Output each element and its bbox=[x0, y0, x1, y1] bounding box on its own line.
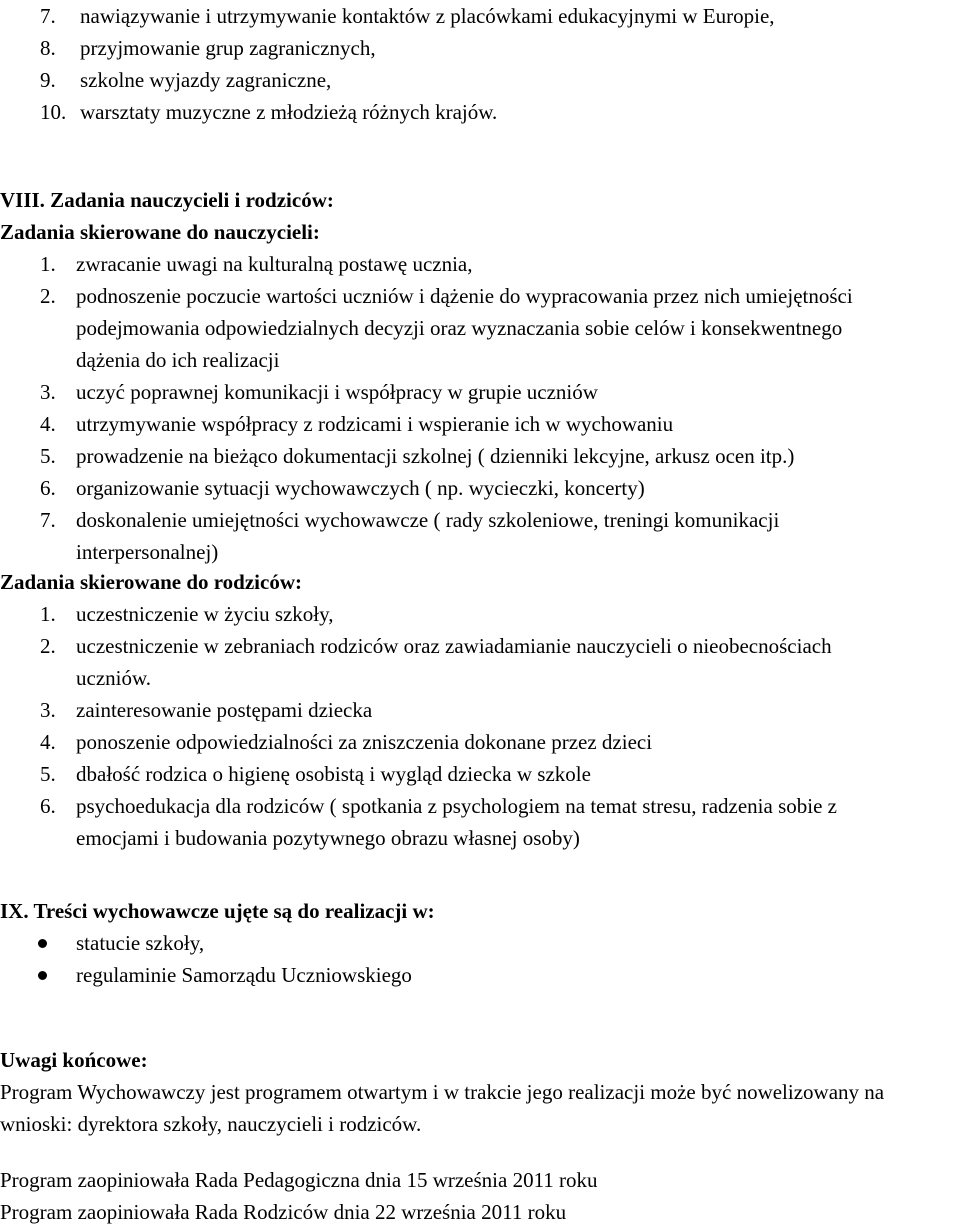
list-text: przyjmowanie grup zagranicznych, bbox=[80, 36, 376, 60]
list-item bbox=[0, 790, 900, 854]
list-item bbox=[0, 726, 900, 758]
list-number: 10. bbox=[40, 100, 67, 124]
list-text: statucie szkoły, bbox=[76, 931, 205, 955]
list-text: prowadzenie na bieżąco dokumentacji szkolnej ( dzienniki lekcyjne, arkusz ocen itp.) bbox=[76, 444, 795, 468]
intro-list bbox=[0, 0, 960, 128]
list-number: 1. bbox=[40, 252, 56, 276]
list-number: 7. bbox=[40, 508, 56, 532]
list-item bbox=[0, 376, 900, 408]
approval-pedagogical-council: Program zaopiniowała Rada Pedagogiczna dnia 15 września 2011 roku bbox=[0, 1168, 598, 1192]
approval-parents-council: Program zaopiniowała Rada Rodziców dnia 22 września 2011 roku bbox=[0, 1200, 567, 1224]
list-text: uczestniczenie w zebraniach rodziców oraz zawiadamianie nauczycieli o nieobecnościach uczniów. bbox=[76, 634, 832, 690]
parents-list bbox=[0, 598, 900, 854]
list-item bbox=[0, 504, 900, 568]
list-number: 8. bbox=[40, 36, 56, 60]
list-number: 1. bbox=[40, 602, 56, 626]
teachers-heading: Zadania skierowane do nauczycieli: bbox=[0, 220, 320, 244]
list-text: warsztaty muzyczne z młodzieżą różnych krajów. bbox=[80, 100, 498, 124]
list-number: 6. bbox=[40, 476, 56, 500]
list-item bbox=[0, 408, 900, 440]
closing-paragraph: Program Wychowawczy jest programem otwartym i w trakcie jego realizacji może być nowelizowany na wnioski: dyrektora szkoły, nauczycieli i rodziców. bbox=[0, 1080, 885, 1136]
list-item bbox=[0, 959, 960, 991]
list-item bbox=[0, 694, 900, 726]
list-number: 4. bbox=[40, 730, 56, 754]
list-number: 2. bbox=[40, 284, 56, 308]
list-text: szkolne wyjazdy zagraniczne, bbox=[80, 68, 332, 92]
list-text: zainteresowanie postępami dziecka bbox=[76, 698, 373, 722]
list-text: organizowanie sytuacji wychowawczych ( np. wycieczki, koncerty) bbox=[76, 476, 645, 500]
list-text: ponoszenie odpowiedzialności za zniszczenia dokonane przez dzieci bbox=[76, 730, 653, 754]
list-item bbox=[0, 0, 960, 32]
teachers-list bbox=[0, 248, 900, 568]
list-item bbox=[0, 280, 900, 376]
section-viii-title: VIII. Zadania nauczycieli i rodziców: bbox=[0, 188, 334, 212]
list-item bbox=[0, 927, 960, 959]
list-number: 5. bbox=[40, 762, 56, 786]
list-number: 9. bbox=[40, 68, 56, 92]
list-item bbox=[0, 32, 960, 64]
list-number: 4. bbox=[40, 412, 56, 436]
list-text: doskonalenie umiejętności wychowawcze ( rady szkoleniowe, treningi komunikacji interpersonalnej) bbox=[76, 508, 780, 564]
list-number: 6. bbox=[40, 794, 56, 818]
bullet-icon bbox=[38, 971, 47, 980]
list-text: uczestniczenie w życiu szkoły, bbox=[76, 602, 334, 626]
list-item bbox=[0, 598, 900, 630]
section-viii bbox=[0, 184, 960, 568]
list-number: 5. bbox=[40, 444, 56, 468]
parents-section bbox=[0, 566, 960, 854]
section-ix-bullets bbox=[0, 927, 960, 991]
closing-heading: Uwagi końcowe: bbox=[0, 1048, 148, 1072]
list-text: utrzymywanie współpracy z rodzicami i wspieranie ich w wychowaniu bbox=[76, 412, 674, 436]
list-item bbox=[0, 758, 900, 790]
list-text: psychoedukacja dla rodziców ( spotkania z psychologiem na temat stresu, radzenia sobie z emocjami i budowania pozytywnego obrazu własnej osoby) bbox=[76, 794, 837, 850]
list-text: uczyć poprawnej komunikacji i współpracy w grupie uczniów bbox=[76, 380, 598, 404]
section-ix bbox=[0, 895, 960, 991]
list-item bbox=[0, 440, 900, 472]
list-text: zwracanie uwagi na kulturalną postawę ucznia, bbox=[76, 252, 473, 276]
list-number: 3. bbox=[40, 380, 56, 404]
list-item bbox=[0, 248, 900, 280]
list-number: 7. bbox=[40, 4, 56, 28]
list-text: regulaminie Samorządu Uczniowskiego bbox=[76, 963, 412, 987]
list-text: dbałość rodzica o higienę osobistą i wygląd dziecka w szkole bbox=[76, 762, 591, 786]
list-number: 3. bbox=[40, 698, 56, 722]
section-ix-title: IX. Treści wychowawcze ujęte są do realizacji w: bbox=[0, 899, 435, 923]
list-item bbox=[0, 472, 900, 504]
approvals bbox=[0, 1164, 960, 1228]
list-text: podnoszenie poczucie wartości uczniów i dążenie do wypracowania przez nich umiejętności podejmowania odpowiedzialnych decyzji oraz wyznaczania sobie celów i konsekwentnego dążenia do ich realizacji bbox=[76, 284, 853, 372]
bullet-icon bbox=[38, 939, 47, 948]
closing-section bbox=[0, 1044, 920, 1140]
parents-heading: Zadania skierowane do rodziców: bbox=[0, 570, 302, 594]
list-item bbox=[0, 96, 960, 128]
list-number: 2. bbox=[40, 634, 56, 658]
list-item bbox=[0, 630, 900, 694]
list-item bbox=[0, 64, 960, 96]
list-text: nawiązywanie i utrzymywanie kontaktów z placówkami edukacyjnymi w Europie, bbox=[80, 4, 775, 28]
